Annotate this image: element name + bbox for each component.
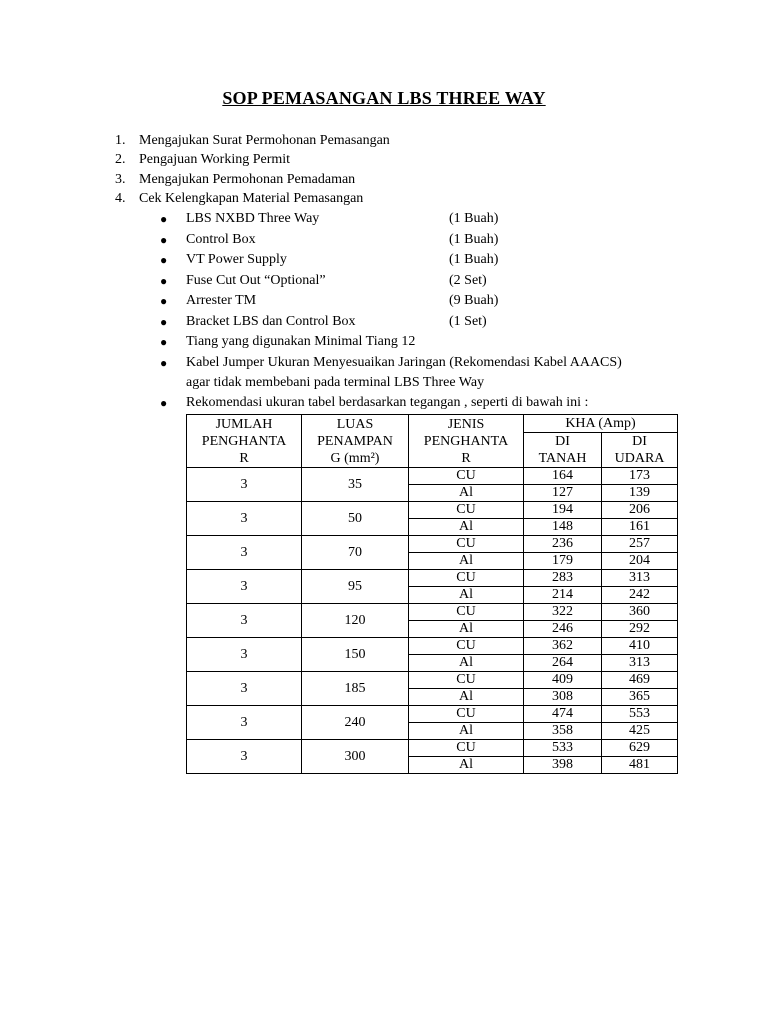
cell-luas: 35	[302, 468, 409, 502]
cell-udara: 292	[602, 621, 678, 638]
material-qty: (1 Buah)	[449, 232, 499, 247]
cell-udara: 139	[602, 485, 678, 502]
cell-jenis: Al	[409, 485, 524, 502]
cell-luas: 240	[302, 706, 409, 740]
cell-jenis: Al	[409, 621, 524, 638]
cell-tanah: 409	[524, 672, 602, 689]
cell-jenis: CU	[409, 468, 524, 485]
cell-jenis: CU	[409, 604, 524, 621]
cell-tanah: 214	[524, 587, 602, 604]
cell-jenis: Al	[409, 519, 524, 536]
note-text: agar tidak membebani pada terminal LBS Three Way	[186, 375, 485, 390]
cell-tanah: 164	[524, 468, 602, 485]
bullet-icon: ●	[160, 294, 168, 308]
cell-jumlah: 3	[187, 468, 302, 502]
cell-tanah: 283	[524, 570, 602, 587]
bullet-icon: ●	[160, 274, 168, 288]
step-number: 1.	[115, 133, 126, 148]
cell-tanah: 148	[524, 519, 602, 536]
bullet-icon: ●	[160, 212, 168, 226]
cell-jenis: CU	[409, 536, 524, 553]
cell-udara: 481	[602, 757, 678, 774]
cell-jumlah: 3	[187, 672, 302, 706]
cell-jenis: CU	[409, 740, 524, 757]
cell-jenis: Al	[409, 723, 524, 740]
cell-tanah: 322	[524, 604, 602, 621]
cell-jenis: CU	[409, 672, 524, 689]
material-qty: (9 Buah)	[449, 293, 499, 308]
cell-udara: 629	[602, 740, 678, 757]
cell-tanah: 533	[524, 740, 602, 757]
cell-luas: 70	[302, 536, 409, 570]
bullet-icon: ●	[160, 335, 168, 349]
material-name: VT Power Supply	[186, 252, 287, 267]
table-row	[187, 740, 678, 757]
header-jenis: JENIS PENGHANTA R	[409, 415, 524, 468]
cell-udara: 313	[602, 570, 678, 587]
cell-udara: 206	[602, 502, 678, 519]
table-row	[187, 502, 678, 519]
step-text: Pengajuan Working Permit	[139, 152, 291, 167]
bullet-icon: ●	[160, 233, 168, 247]
cell-jenis: CU	[409, 570, 524, 587]
cell-jumlah: 3	[187, 740, 302, 774]
cell-jenis: CU	[409, 706, 524, 723]
header-di-udara: DI UDARA	[602, 433, 678, 468]
material-name: Arrester TM	[186, 293, 257, 308]
cell-jenis: CU	[409, 502, 524, 519]
cell-tanah: 264	[524, 655, 602, 672]
cell-tanah: 246	[524, 621, 602, 638]
cell-udara: 410	[602, 638, 678, 655]
cell-tanah: 398	[524, 757, 602, 774]
table-row	[187, 536, 678, 553]
step-number: 3.	[115, 172, 126, 187]
kha-table	[186, 414, 678, 774]
material-qty: (2 Set)	[449, 273, 487, 288]
table-row	[187, 638, 678, 655]
cell-tanah: 236	[524, 536, 602, 553]
cell-udara: 469	[602, 672, 678, 689]
note-text: Kabel Jumper Ukuran Menyesuaikan Jaringan (Rekomendasi Kabel AAACS)	[186, 355, 622, 370]
cell-udara: 173	[602, 468, 678, 485]
table-row	[187, 468, 678, 485]
cell-tanah: 308	[524, 689, 602, 706]
cell-jumlah: 3	[187, 638, 302, 672]
cell-luas: 120	[302, 604, 409, 638]
table-row	[187, 706, 678, 723]
cell-udara: 204	[602, 553, 678, 570]
cell-luas: 150	[302, 638, 409, 672]
bullet-icon: ●	[160, 253, 168, 267]
cell-udara: 365	[602, 689, 678, 706]
step-number: 4.	[115, 191, 126, 206]
header-kha: KHA (Amp)	[524, 415, 678, 433]
cell-tanah: 194	[524, 502, 602, 519]
bullet-icon: ●	[160, 315, 168, 329]
cell-udara: 360	[602, 604, 678, 621]
header-luas: LUAS PENAMPAN G (mm²)	[302, 415, 409, 468]
cell-tanah: 127	[524, 485, 602, 502]
material-name: LBS NXBD Three Way	[186, 211, 320, 226]
step-text: Mengajukan Surat Permohonan Pemasangan	[139, 133, 390, 148]
cell-udara: 242	[602, 587, 678, 604]
cell-jenis: Al	[409, 553, 524, 570]
cell-udara: 257	[602, 536, 678, 553]
cell-tanah: 358	[524, 723, 602, 740]
material-qty: (1 Set)	[449, 314, 487, 329]
material-name: Control Box	[186, 232, 256, 247]
cell-jenis: Al	[409, 757, 524, 774]
cell-jumlah: 3	[187, 570, 302, 604]
cell-jumlah: 3	[187, 502, 302, 536]
cell-luas: 300	[302, 740, 409, 774]
cell-jumlah: 3	[187, 604, 302, 638]
cell-tanah: 179	[524, 553, 602, 570]
cell-jumlah: 3	[187, 706, 302, 740]
material-name: Bracket LBS dan Control Box	[186, 314, 356, 329]
cell-jenis: Al	[409, 587, 524, 604]
table-row	[187, 672, 678, 689]
cell-jenis: CU	[409, 638, 524, 655]
step-number: 2.	[115, 152, 126, 167]
note-text: Rekomendasi ukuran tabel berdasarkan tegangan , seperti di bawah ini :	[186, 395, 589, 410]
cell-udara: 425	[602, 723, 678, 740]
step-text: Mengajukan Permohonan Pemadaman	[139, 172, 356, 187]
material-qty: (1 Buah)	[449, 252, 499, 267]
step-text: Cek Kelengkapan Material Pemasangan	[139, 191, 364, 206]
bullet-icon: ●	[160, 396, 168, 410]
note-text: Tiang yang digunakan Minimal Tiang 12	[186, 334, 416, 349]
table-row	[187, 570, 678, 587]
cell-luas: 50	[302, 502, 409, 536]
cell-jumlah: 3	[187, 536, 302, 570]
header-di-tanah: DI TANAH	[524, 433, 602, 468]
cell-tanah: 474	[524, 706, 602, 723]
material-qty: (1 Buah)	[449, 211, 499, 226]
bullet-icon: ●	[160, 356, 168, 370]
cell-udara: 553	[602, 706, 678, 723]
cell-luas: 185	[302, 672, 409, 706]
table-row	[187, 604, 678, 621]
cell-tanah: 362	[524, 638, 602, 655]
cell-udara: 313	[602, 655, 678, 672]
cell-udara: 161	[602, 519, 678, 536]
cell-jenis: Al	[409, 655, 524, 672]
cell-luas: 95	[302, 570, 409, 604]
material-name: Fuse Cut Out “Optional”	[186, 273, 326, 288]
cell-jenis: Al	[409, 689, 524, 706]
document-title: SOP PEMASANGAN LBS THREE WAY	[222, 88, 546, 108]
header-jumlah: JUMLAH PENGHANTA R	[187, 415, 302, 468]
